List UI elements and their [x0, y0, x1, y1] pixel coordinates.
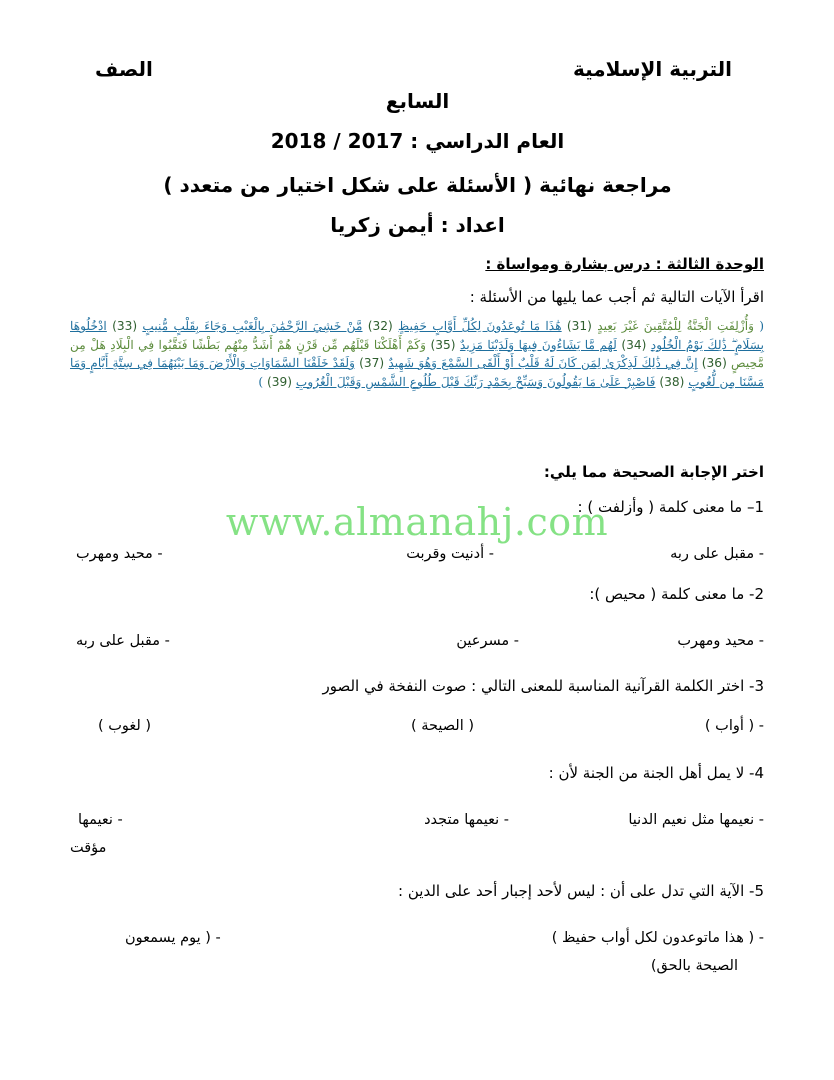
- option: - ( هذا ماتوعدون لكل أواب حفيظ ): [551, 930, 764, 946]
- verse-number: (37): [359, 356, 385, 370]
- verse-38: وَلَقَدْ خَلَقْنَا السَّمَاوَاتِ وَالْأَرْضَ وَمَا بَيْنَهُمَا فِي سِتَّةِ أَيَّامٍ وَمَا مَسَّنَا مِن لُّغُوبٍ: [70, 356, 764, 389]
- option: - محيد ومهرب: [76, 546, 163, 562]
- question-4-options: [70, 810, 764, 830]
- option: - محيد ومهرب: [677, 633, 764, 649]
- verse-32: هَٰذَا مَا تُوعَدُونَ لِكُلِّ أَوَّابٍ حَفِيظٍ: [398, 319, 562, 333]
- verse-39: فَاصْبِرْ عَلَىٰ مَا يَقُولُونَ وَسَبِّحْ بِحَمْدِ رَبِّكَ قَبْلَ طُلُوعِ الشَّمْسِ وَقَبْلَ الْغُرُوبِ: [295, 374, 656, 389]
- verse-number: (35): [430, 337, 456, 352]
- question-3: 3- اختر الكلمة القرآنية المناسبة للمعنى التالي : صوت النفخة في الصور: [322, 677, 764, 695]
- verse-number: (31): [566, 319, 592, 333]
- verse-31: وَأُزْلِفَتِ الْجَنَّةُ لِلْمُتَّقِينَ غَيْرَ بَعِيدٍ: [597, 319, 755, 333]
- instruction-text: اقرأ الآيات التالية ثم أجب عما يليها من الأسئلة :: [469, 288, 764, 306]
- close-paren: ): [258, 374, 264, 389]
- grade-value: السابع: [385, 89, 450, 113]
- verse-number: (39): [266, 374, 293, 389]
- question-1: 1– ما معنى كلمة ( وأزلفت ) :: [577, 498, 764, 516]
- quran-passage: [70, 317, 764, 435]
- question-5-options: [70, 928, 764, 948]
- question-5-options-wrap: [70, 956, 764, 976]
- grade-label: الصف: [95, 57, 153, 81]
- verse-33: مَّنْ خَشِيَ الرَّحْمَٰنَ بِالْغَيْبِ وَجَاءَ بِقَلْبٍ مُّنِيبٍ: [142, 319, 363, 333]
- watermark-text: www.almanahj.com: [225, 500, 609, 544]
- open-paren: (: [759, 319, 765, 333]
- option: - ( يوم يسمعون: [125, 930, 221, 946]
- question-1-options: [70, 544, 764, 564]
- review-title: مراجعة نهائية ( الأسئلة على شكل اختيار من متعدد ): [163, 173, 672, 197]
- header-subject-line: [95, 56, 740, 82]
- option: - مسرعين: [456, 633, 519, 649]
- verse-number: (36): [701, 356, 727, 370]
- option: - نعيمها: [78, 812, 123, 828]
- question-5: 5- الآية التي تدل على أن : ليس لأحد إجبار أحد على الدين :: [398, 882, 764, 900]
- verse-number: (32): [367, 319, 393, 333]
- question-2-options: [70, 631, 764, 651]
- subject-title: التربية الإسلامية: [572, 57, 732, 81]
- question-4: 4- لا يمل أهل الجنة من الجنة لأن :: [548, 764, 764, 782]
- verse-35: لَهُم مَّا يَشَاءُونَ فِيهَا وَلَدَيْنَا مَزِيدٌ: [459, 337, 617, 352]
- verse-37: إِنَّ فِي ذَٰلِكَ لَذِكْرَىٰ لِمَن كَانَ لَهُ قَلْبٌ أَوْ أَلْقَى السَّمْعَ وَهُوَ شَهِيدٌ: [388, 356, 698, 370]
- author-line: اعداد : أيمن زكريا: [330, 213, 505, 237]
- unit-title: الوحدة الثالثة : درس بشارة ومواساة :: [485, 255, 764, 273]
- verse-number: (33): [112, 319, 138, 333]
- question-3-options: [70, 716, 764, 736]
- option: - نعيمها متجدد: [424, 812, 509, 828]
- option: الصيحة بالحق): [650, 958, 738, 974]
- option: ( لغوب ): [98, 718, 152, 734]
- option: - مقبل على ربه: [76, 633, 170, 649]
- verse-number: (38): [659, 374, 685, 389]
- option: - ( أواب ): [704, 718, 764, 734]
- verse-number: (34): [621, 337, 647, 352]
- option: - نعيمها مثل نعيم الدنيا: [628, 812, 764, 828]
- academic-year: العام الدراسي : 2017 / 2018: [270, 129, 565, 153]
- option: ( الصيحة ): [410, 718, 474, 734]
- verse-34: ادْخُلُوهَا بِسَلَامٍ ۖ ذَٰلِكَ يَوْمُ الْخُلُودِ: [70, 319, 765, 352]
- verse-36: وَكَمْ أَهْلَكْنَا قَبْلَهُم مِّن قَرْنٍ هُمْ أَشَدُّ مِنْهُم بَطْشًا فَنَقَّبُوا فِي الْبِلَادِ هَلْ مِن مَّحِيصٍ: [70, 337, 765, 370]
- option: مؤقت: [70, 840, 107, 856]
- choose-prompt: اختر الإجابة الصحيحة مما يلي:: [543, 463, 764, 481]
- question-4-options-wrap: [70, 838, 764, 858]
- option: - مقبل على ربه: [670, 546, 764, 562]
- question-2: 2- ما معنى كلمة ( محيص ):: [589, 585, 764, 603]
- option: - أدنيت وقربت: [406, 546, 494, 562]
